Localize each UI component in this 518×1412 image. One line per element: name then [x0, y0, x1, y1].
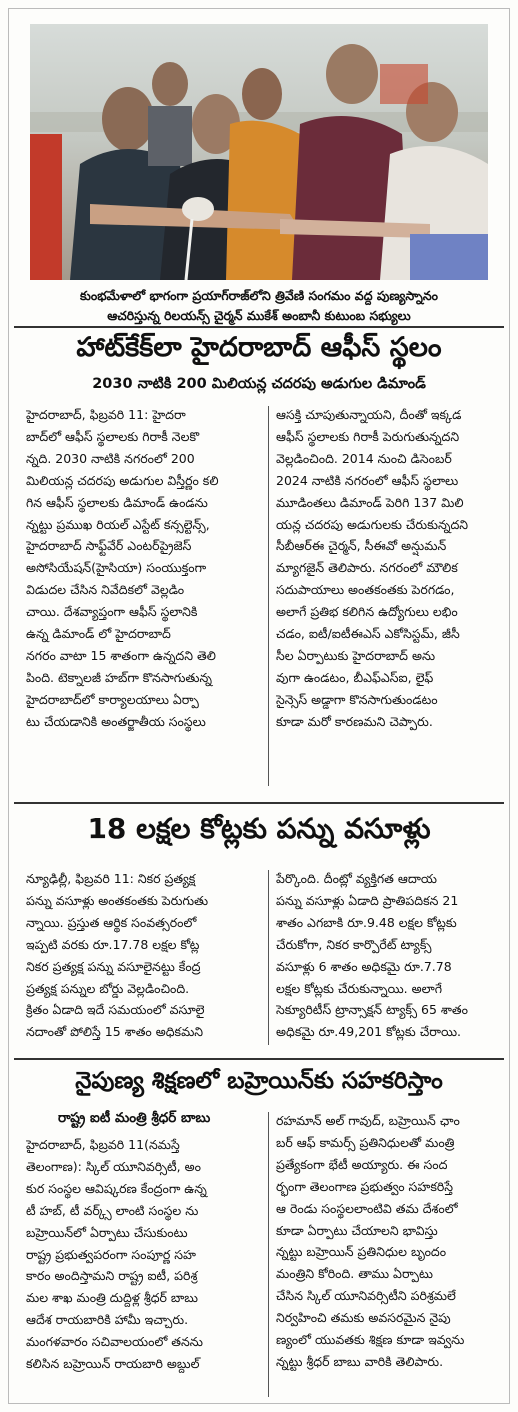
article-line: మంత్రిని కోరింది. తాము ఏర్పాటు: [276, 1266, 433, 1282]
article-line: సీల ఏర్పాటుకు హైదరాబాద్ అను: [276, 647, 436, 663]
article-line: నగరం వాటా 15 శాతంగా ఉన్నదని తెలి: [26, 647, 216, 663]
article-line: నిర్వహించి తమకు అవసరమైన నైపు: [276, 1310, 451, 1326]
column-divider: [268, 1112, 269, 1397]
article-line: పేర్కొంది. దీంట్లో వ్యక్తిగత ఆదాయ: [276, 871, 437, 886]
article-line: పన్ను వసూళ్లు అంతకంతకు పెరుగుతు: [26, 892, 209, 908]
article-line: వుగా ఉండటం, బీఎఫ్‌ఎస్‌ఐ, లైఫ్: [276, 669, 434, 685]
article-line: ణ్యంలో యువతకు శిక్షణ కూడా ఇవ్వను: [276, 1332, 465, 1348]
article-line: చేరుకోగా, నికర కార్పొరేట్ ట్యాక్స్: [276, 936, 432, 952]
article-line: ప్రత్యేకంగా భేటీ అయ్యారు. ఈ సంద: [276, 1156, 448, 1172]
article-line: చాయి. దేశవ్యాప్తంగా ఆఫీస్ స్థలానికి: [26, 604, 198, 620]
article-line: అధికమై రూ.49,201 కోట్లకు చేరాయి.: [276, 1024, 461, 1040]
article-line: సదుపాయాలు అంతకంతకు పెరగడం,: [276, 582, 455, 598]
article-line: ఆ రెండు సంస్థలలాంటివి తమ దేశంలో: [276, 1200, 458, 1216]
article2-headline: 18 లక్షల కోట్లకు పన్ను వసూళ్లు: [87, 812, 431, 845]
article-line: న్నాయి. ప్రస్తుత ఆర్థిక సంవత్సరంలో: [26, 914, 197, 930]
section-divider: [14, 802, 504, 804]
caption-line: ఆచరిస్తున్న రిలయన్స్ చైర్మన్ ముకేశ్ అంబానీ కుటుంబ సభ్యులు: [107, 308, 411, 323]
article-line: హైదరాబాద్, ఫిబ్రవరి 11: హైదరా: [26, 407, 186, 422]
section-divider: [14, 326, 504, 328]
news-photo: [30, 24, 488, 280]
article-line: గిన ఆఫీస్ స్థలాలకు డిమాండ్ ఉండను: [26, 494, 208, 510]
article-line: న్నట్టు బహ్రెయిన్ ప్రతినిధుల బృందం: [276, 1244, 447, 1260]
article-line: న్నట్టు ప్రముఖ రియల్ ఎస్టేట్ కన్సల్టెన్స్,: [26, 516, 210, 532]
article-line: కలిసిన బహ్రెయిన్ రాయబారి అబ్దుల్: [26, 1356, 200, 1372]
article3-right-column: [276, 1110, 498, 1373]
section-divider: [14, 1058, 504, 1060]
article-line: 2024 నాటికి నగరంలో ఆఫీస్ స్థలాలు: [276, 472, 459, 488]
article-line: సీబీఆర్‌ఈ చైర్మన్, సీఈవో అన్షుమన్: [276, 538, 447, 554]
article-line: ర్భంగా తెలంగాణ ప్రభుత్వం సహకరిస్తే: [276, 1178, 454, 1194]
photo-caption: [30, 286, 488, 326]
article-line: అసోసియేషన్(హైసియా) సంయుక్తంగా: [26, 560, 207, 576]
article2-right-column: [276, 868, 498, 1043]
article-line: బహ్రెయిన్‌లో ఏర్పాటు చేసుకుంటు: [26, 1224, 188, 1240]
article-line: సైన్సెస్ అడ్డాగా కొనసాగుతుండటం: [276, 691, 438, 707]
article1-subheadline: 2030 నాటికి 200 మిలియన్ల చదరపు అడుగుల డిమాండ్: [92, 376, 426, 392]
article-line: పన్ను వసూళ్లు ఏడాది ప్రాతిపదికన 21: [276, 892, 459, 908]
article-line: న్నట్టు శ్రీధర్ బాబు వారికి తెలిపారు.: [276, 1353, 444, 1369]
article-line: మంగళవారం సచివాలయంలో తనను: [26, 1334, 203, 1350]
article3-left-column: [26, 1134, 262, 1375]
article-line: లక్షల కోట్లకు చేరుకున్నాయి. అలాగే: [276, 980, 443, 996]
article-line: రహమాన్ అల్ గావుద్, బహ్రెయిన్ ఛాం: [276, 1113, 460, 1128]
article-line: బాద్‌లో ఆఫీస్ స్థలాలకు గిరాకీ నెలకొ: [26, 428, 200, 444]
article-line: విడుదల చేసిన నివేదికలో వెల్లడిం: [26, 582, 185, 598]
article-line: హైదరాబాద్‌లో కార్యాలయాలు ఏర్పా: [26, 691, 199, 707]
family-ritual-photo: [30, 24, 488, 280]
column-divider: [268, 870, 269, 1045]
article-line: టు చేయడానికి అంతర్జాతీయ సంస్థలు: [26, 713, 206, 729]
article-line: నికర ప్రత్యక్ష పన్ను వసూలైనట్టు కేంద్ర: [26, 958, 201, 974]
article-line: అలాగే ప్రతిభ కలిగిన ఉద్యోగులు లభిం: [276, 604, 458, 620]
article-line: మూడింతలు డిమాండ్ పెరిగి 137 మిలి: [276, 494, 464, 510]
column-divider: [268, 406, 269, 786]
article-line: మ్యాగజైన్ తెలిపారు. నగరంలో మౌలిక: [276, 560, 458, 576]
article-line: ఇప్పటి వరకు రూ.17.78 లక్షల కోట్ల: [26, 936, 200, 952]
article-line: సెక్యూరిటీస్ ట్రాన్సాక్షన్ ట్యాక్స్ 65 శాతం: [276, 1002, 468, 1018]
article3-subheadline: రాష్ట్ర ఐటీ మంత్రి శ్రీధర్ బాబు: [58, 1110, 211, 1126]
article3-headline: నైపుణ్య శిక్షణలో బహ్రెయిన్‌కు సహకరిస్తాం: [75, 1068, 443, 1094]
article-line: చడం, ఐటీ/ఐటీఈఎస్ ఎకోసిస్టమ్, జీసీ: [276, 626, 460, 642]
article-line: ఆఫీస్ స్థలాలకు గిరాకీ పెరుగుతున్నదని: [276, 428, 460, 444]
article-line: వసూళ్లు 6 శాతం అధికమై రూ.7.78: [276, 958, 452, 974]
article-line: ఆసక్తి చూపుతున్నాయని, దీంతో ఇక్కడ: [276, 407, 462, 422]
article-line: పింది. టెక్నాలజీ హబ్‌గా కొనసాగుతున్న: [26, 669, 212, 685]
article2-left-column: [26, 868, 262, 1043]
article-line: టీ హబ్, టీ వర్క్స్ లాంటి సంస్థల ను: [26, 1202, 199, 1218]
article-line: ఉన్న డిమాండ్ లో హైదరాబాద్: [26, 626, 171, 642]
article-line: వెల్లడించింది. 2014 నుంచి డిసెంబర్: [276, 450, 452, 466]
article-line: న్యూఢిల్లీ, ఫిబ్రవరి 11: నికర ప్రత్యక్ష: [26, 871, 196, 886]
article-line: నదాంతో పోలిస్తే 15 శాతం అధికమని: [26, 1024, 204, 1040]
article-line: కుర సంస్థల ఆవిష్కరణ కేంద్రంగా ఉన్న: [26, 1180, 207, 1196]
article-line: యన్ల చదరపు అడుగులకు చేరుకున్నదని: [276, 516, 469, 532]
article-line: క్రితం ఏడాది ఇదే సమయంలో వసూలై: [26, 1002, 205, 1018]
article-line: హైదరాబాద్ సాఫ్ట్‌వేర్ ఎంటర్‌ప్రైజెస్: [26, 538, 192, 554]
article-line: మిలియన్ల చదరపు అడుగుల విస్తీర్ణం కలి: [26, 472, 219, 488]
article-line: చేసిన స్కిల్ యూనివర్సిటీని పరిశ్రమలే: [276, 1288, 456, 1304]
article-line: న్నది. 2030 నాటికి నగరంలో 200: [26, 450, 195, 466]
article-line: మల శాఖ మంత్రి దుద్దిళ్ల శ్రీధర్ బాబు: [26, 1290, 199, 1306]
article-line: తెలంగాణ): స్కిల్ యూనివర్సిటీ, అం: [26, 1158, 201, 1174]
article-line: బర్ ఆఫ్ కామర్స్ ప్రతినిధులతో మంత్రి: [276, 1134, 455, 1150]
article-line: రాష్ట్ర ప్రభుత్వపరంగా సంపూర్ణ సహ: [26, 1246, 196, 1262]
article-line: శాతం ఎగబాకి రూ.9.48 లక్షల కోట్లకు: [276, 914, 457, 930]
article-line: కూడా ఏర్పాటు చేయాలని భావిస్తు: [276, 1222, 438, 1238]
article1-right-column: [276, 404, 498, 733]
article-line: ఆదేశ రాయబారికి హామీ ఇచ్చారు.: [26, 1312, 189, 1328]
article-line: కారం అందిస్తామని రాష్ట్ర ఐటీ, పరిశ్ర: [26, 1268, 198, 1284]
article1-headline: హాట్‌కేక్‌లా హైదరాబాద్ ఆఫీస్ స్థలం: [76, 332, 442, 363]
article-line: హైదరాబాద్, ఫిబ్రవరి 11(నమస్తే: [26, 1137, 180, 1152]
caption-line: కుంభమేళాలో భాగంగా ప్రయాగ్‌రాజ్‌లోని త్రివేణి సంగమం వద్ద పుణ్యస్నానం: [80, 288, 438, 303]
article-line: కూడా మరో కారణమని చెప్పారు.: [276, 713, 433, 729]
article-line: ప్రత్యక్ష పన్నుల బోర్డు వెల్లడించింది.: [26, 980, 190, 996]
article1-left-column: [26, 404, 262, 733]
